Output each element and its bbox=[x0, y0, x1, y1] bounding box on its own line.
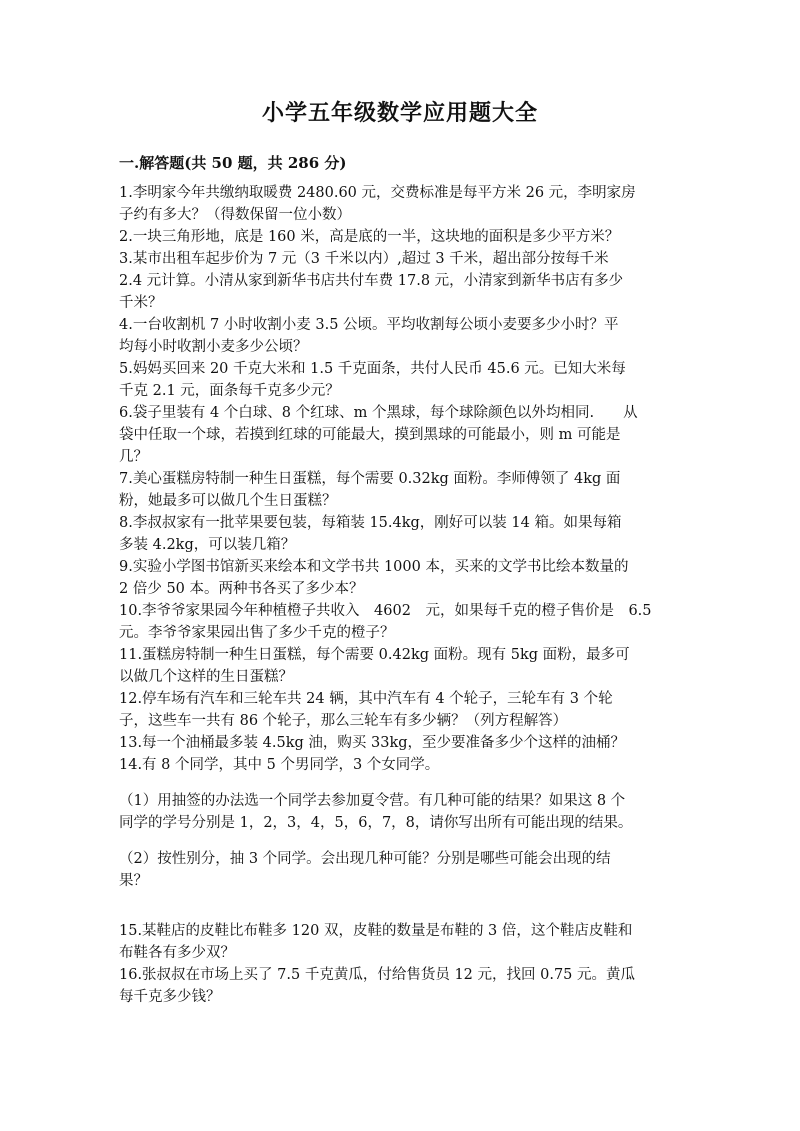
question-3-line-3: 千米？ bbox=[119, 295, 163, 311]
question-14-line-1: 14.有 8 个同学，其中 5 个男同学，3 个女同学。 bbox=[119, 757, 440, 773]
section-heading: 一.解答题(共 50 题，共 286 分) bbox=[119, 154, 347, 172]
question-4-line-2: 均每小时收割小麦多少公顷？ bbox=[119, 339, 308, 355]
question-13-line-1: 13.每一个油桶最多装 4.5kg 油，购买 33kg，至少要准备多少个这样的油桶？ bbox=[119, 735, 626, 751]
question-10-line-1: 10.李爷爷家果园今年种植橙子共收入 4602 元，如果每千克的橙子售价是 6.5 bbox=[119, 603, 652, 619]
question-1-line-2: 子约有多大？（得数保留一位小数） bbox=[119, 207, 351, 223]
question-14-part-2-line-1: （2）按性别分，抽 3 个同学。会出现几种可能？分别是哪些可能会出现的结 bbox=[119, 851, 611, 867]
question-2-line-1: 2.一块三角形地，底是 160 米，高是底的一半，这块地的面积是多少平方米？ bbox=[119, 229, 620, 245]
question-10-line-2: 元。李爷爷家果园出售了多少千克的橙子？ bbox=[119, 625, 395, 641]
paragraph-gap bbox=[119, 906, 681, 920]
question-6-line-1: 6.袋子里装有 4 个白球、8 个红球、m 个黑球，每个球除颜色以外均相同. 从 bbox=[119, 405, 638, 421]
question-5-line-2: 千克 2.1 元，面条每千克多少元？ bbox=[119, 383, 340, 399]
question-14-part-1-line-2: 同学的学号分别是 1，2，3，4，5，6，7，8，请你写出所有可能出现的结果。 bbox=[119, 815, 633, 831]
question-11-line-1: 11.蛋糕房特制一种生日蛋糕，每个需要 0.42kg 面粉。现有 5kg 面粉，最多可 bbox=[119, 647, 630, 663]
paragraph-gap bbox=[119, 892, 681, 906]
question-15-line-2: 布鞋各有多少双？ bbox=[119, 945, 235, 961]
question-11-line-2: 以做几个这样的生日蛋糕？ bbox=[119, 669, 293, 685]
question-5-line-1: 5.妈妈买回来 20 千克大米和 1.5 千克面条，共付人民币 45.6 元。已知大米每 bbox=[119, 361, 626, 377]
question-1-line-1: 1.李明家今年共缴纳取暖费 2480.60 元，交费标准是每平方米 26 元，李明家房 bbox=[119, 185, 636, 201]
page-title: 小学五年级数学应用题大全 bbox=[261, 100, 538, 126]
question-list bbox=[119, 182, 681, 1008]
question-8-line-2: 多装 4.2kg，可以装几箱？ bbox=[119, 537, 296, 553]
question-7-line-1: 7.美心蛋糕房特制一种生日蛋糕，每个需要 0.32kg 面粉。李师傅领了 4kg 面 bbox=[119, 471, 621, 487]
question-7-line-2: 粉，她最多可以做几个生日蛋糕？ bbox=[119, 493, 337, 509]
paragraph-gap bbox=[119, 776, 681, 790]
question-16-line-1: 16.张叔叔在市场上买了 7.5 千克黄瓜，付给售货员 12 元，找回 0.75 元。黄瓜 bbox=[119, 967, 636, 983]
question-9-line-2: 2 倍少 50 本。两种书各买了多少本？ bbox=[119, 581, 364, 597]
question-6-line-2: 袋中任取一个球，若摸到红球的可能最大，摸到黑球的可能最小，则 m 可能是 bbox=[119, 427, 621, 443]
question-3-line-2: 2.4 元计算。小清从家到新华书店共付车费 17.8 元，小清家到新华书店有多少 bbox=[119, 273, 624, 289]
question-14-part-2-line-2: 果？ bbox=[119, 873, 148, 889]
question-12-line-2: 子，这些车一共有 86 个轮子，那么三轮车有多少辆？（列方程解答） bbox=[119, 713, 568, 729]
question-15-line-1: 15.某鞋店的皮鞋比布鞋多 120 双，皮鞋的数量是布鞋的 3 倍，这个鞋店皮鞋和 bbox=[119, 923, 633, 939]
question-12-line-1: 12.停车场有汽车和三轮车共 24 辆，其中汽车有 4 个轮子，三轮车有 3 个轮 bbox=[119, 691, 613, 707]
question-14-part-1-line-1: （1）用抽签的办法选一个同学去参加夏令营。有几种可能的结果？如果这 8 个 bbox=[119, 793, 626, 809]
question-3-line-1: 3.某市出租车起步价为 7 元（3 千米以内）,超过 3 千米，超出部分按每千米 bbox=[119, 251, 609, 267]
question-8-line-1: 8.李叔叔家有一批苹果要包装，每箱装 15.4kg，刚好可以装 14 箱。如果每箱 bbox=[119, 515, 622, 531]
question-9-line-1: 9.实验小学图书馆新买来绘本和文学书共 1000 本，买来的文学书比绘本数量的 bbox=[119, 559, 629, 575]
question-6-line-3: 几？ bbox=[119, 449, 148, 465]
question-4-line-1: 4.一台收割机 7 小时收割小麦 3.5 公顷。平均收割每公顷小麦要多少小时？平 bbox=[119, 317, 619, 333]
paragraph-gap bbox=[119, 834, 681, 848]
question-16-line-2: 每千克多少钱？ bbox=[119, 989, 221, 1005]
